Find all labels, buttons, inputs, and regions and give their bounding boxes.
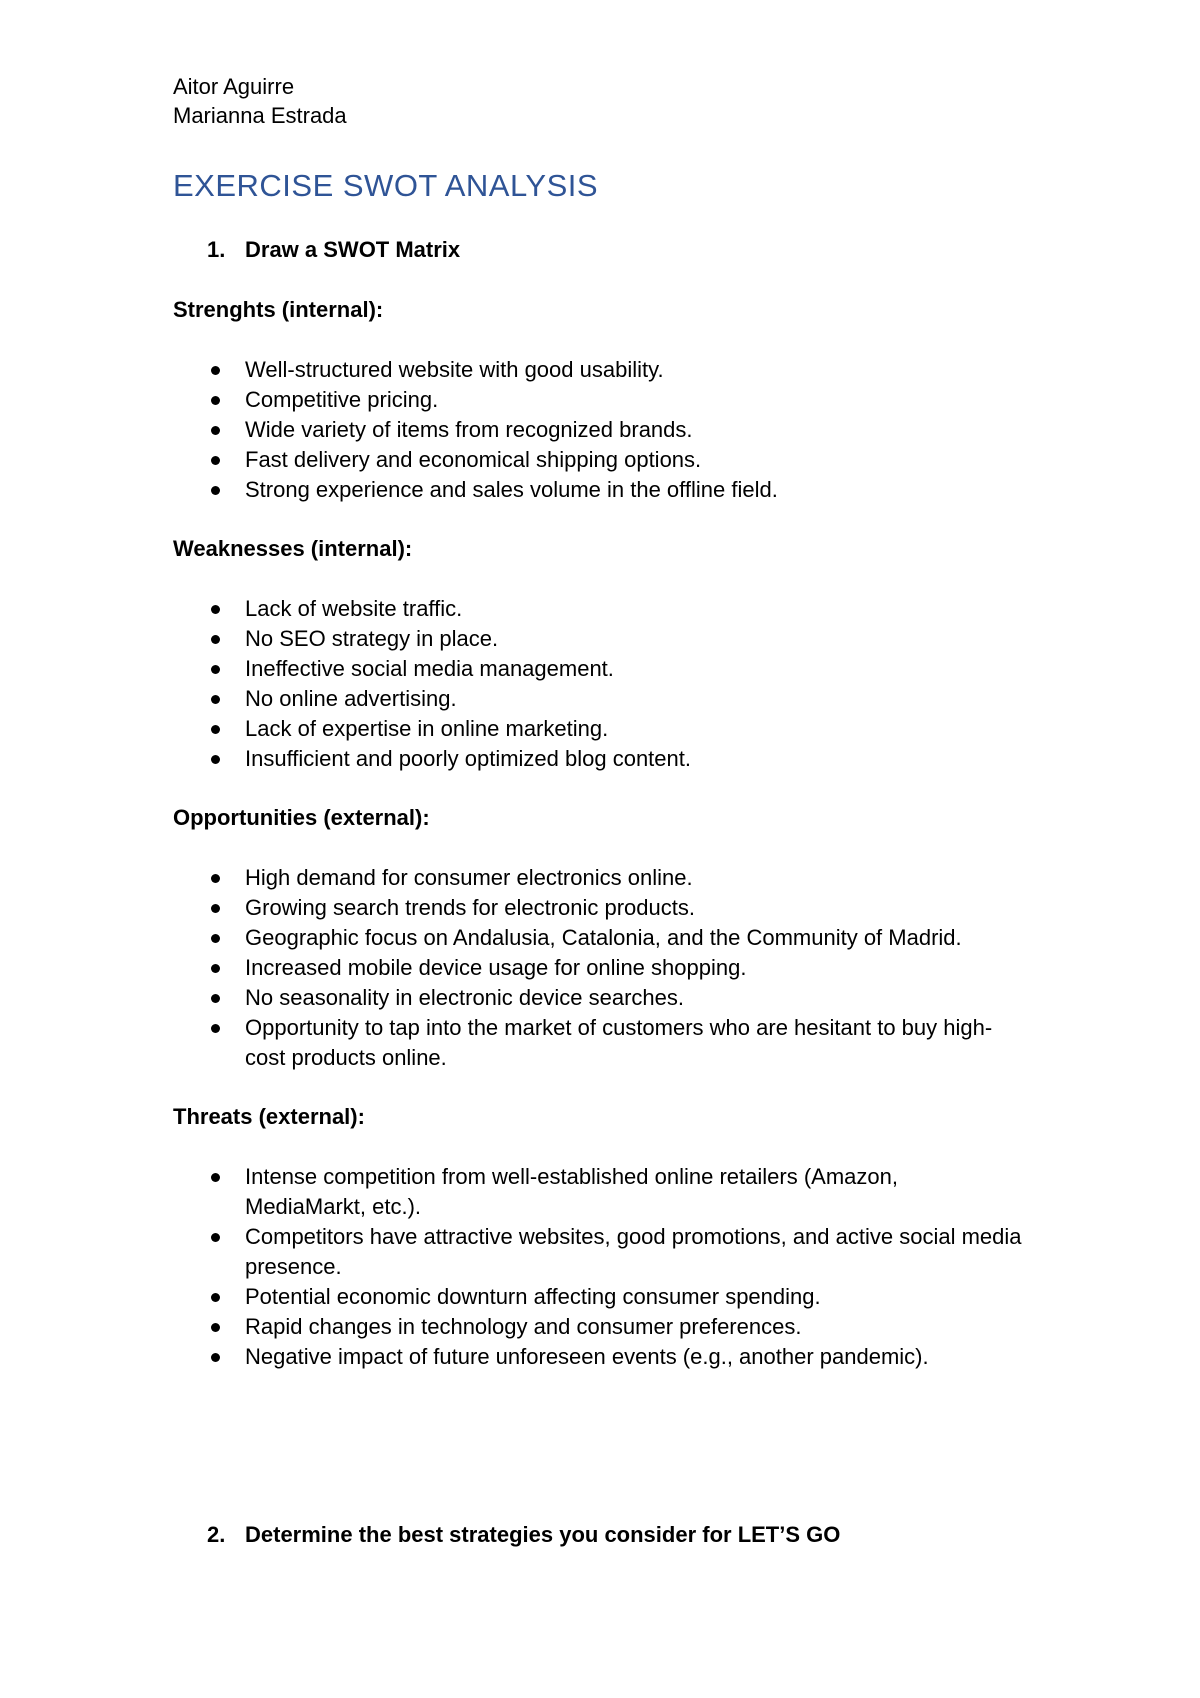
opportunities-heading: Opportunities (external):: [173, 805, 430, 830]
question-2-text: Determine the best strategies you consider for LET’S GO: [245, 1522, 841, 1547]
bullet-icon: [211, 904, 220, 913]
strength-item: Competitive pricing.: [245, 387, 439, 412]
page-title: EXERCISE SWOT ANALYSIS: [173, 168, 599, 203]
opportunity-item: Opportunity to tap into the market of customers who are hesitant to buy high-: [245, 1015, 993, 1040]
threat-item: Intense competition from well-established online retailers (Amazon,: [245, 1164, 898, 1189]
bullet-icon: [211, 426, 220, 435]
question-1-number: 1.: [207, 237, 226, 262]
strength-item: Strong experience and sales volume in the offline field.: [245, 477, 778, 502]
bullet-icon: [211, 396, 220, 405]
weakness-item: Ineffective social media management.: [245, 656, 614, 681]
bullet-icon: [211, 1323, 220, 1332]
strength-item: Well-structured website with good usability.: [245, 357, 664, 382]
opportunity-item: Growing search trends for electronic products.: [245, 895, 695, 920]
bullet-icon: [211, 874, 220, 883]
opportunity-item: Geographic focus on Andalusia, Catalonia, and the Community of Madrid.: [245, 925, 962, 950]
weakness-item: Lack of expertise in online marketing.: [245, 716, 609, 741]
author-2: Marianna Estrada: [173, 103, 347, 128]
bullet-icon: [211, 665, 220, 674]
threats-heading: Threats (external):: [173, 1104, 365, 1129]
weakness-item: No online advertising.: [245, 686, 457, 711]
question-2-number: 2.: [207, 1522, 226, 1547]
bullet-icon: [211, 605, 220, 614]
opportunity-item-continued: cost products online.: [245, 1045, 447, 1070]
threat-item-continued: presence.: [245, 1254, 342, 1279]
bullet-icon: [211, 1353, 220, 1362]
strength-item: Wide variety of items from recognized brands.: [245, 417, 693, 442]
bullet-icon: [211, 964, 220, 973]
bullet-icon: [211, 456, 220, 465]
bullet-icon: [211, 725, 220, 734]
bullet-icon: [211, 635, 220, 644]
threat-item: Rapid changes in technology and consumer preferences.: [245, 1314, 802, 1339]
opportunity-item: No seasonality in electronic device searches.: [245, 985, 685, 1010]
threat-item: Negative impact of future unforeseen events (e.g., another pandemic).: [245, 1344, 929, 1369]
opportunity-item: High demand for consumer electronics online.: [245, 865, 693, 890]
bullet-icon: [211, 366, 220, 375]
bullet-icon: [211, 1233, 220, 1242]
bullet-icon: [211, 695, 220, 704]
bullet-icon: [211, 1293, 220, 1302]
bullet-icon: [211, 486, 220, 495]
bullet-icon: [211, 934, 220, 943]
weaknesses-heading: Weaknesses (internal):: [173, 536, 413, 561]
question-1-text: Draw a SWOT Matrix: [245, 237, 461, 262]
bullet-icon: [211, 1024, 220, 1033]
strength-item: Fast delivery and economical shipping options.: [245, 447, 702, 472]
author-1: Aitor Aguirre: [173, 74, 295, 99]
opportunity-item: Increased mobile device usage for online shopping.: [245, 955, 747, 980]
bullet-icon: [211, 755, 220, 764]
weakness-item: Lack of website traffic.: [245, 596, 463, 621]
weakness-item: No SEO strategy in place.: [245, 626, 499, 651]
strengths-heading: Strenghts (internal):: [173, 297, 384, 322]
threat-item-continued: MediaMarkt, etc.).: [245, 1194, 422, 1219]
weakness-item: Insufficient and poorly optimized blog content.: [245, 746, 691, 771]
bullet-icon: [211, 994, 220, 1003]
threat-item: Potential economic downturn affecting consumer spending.: [245, 1284, 821, 1309]
bullet-icon: [211, 1173, 220, 1182]
threat-item: Competitors have attractive websites, good promotions, and active social media: [245, 1224, 1022, 1249]
